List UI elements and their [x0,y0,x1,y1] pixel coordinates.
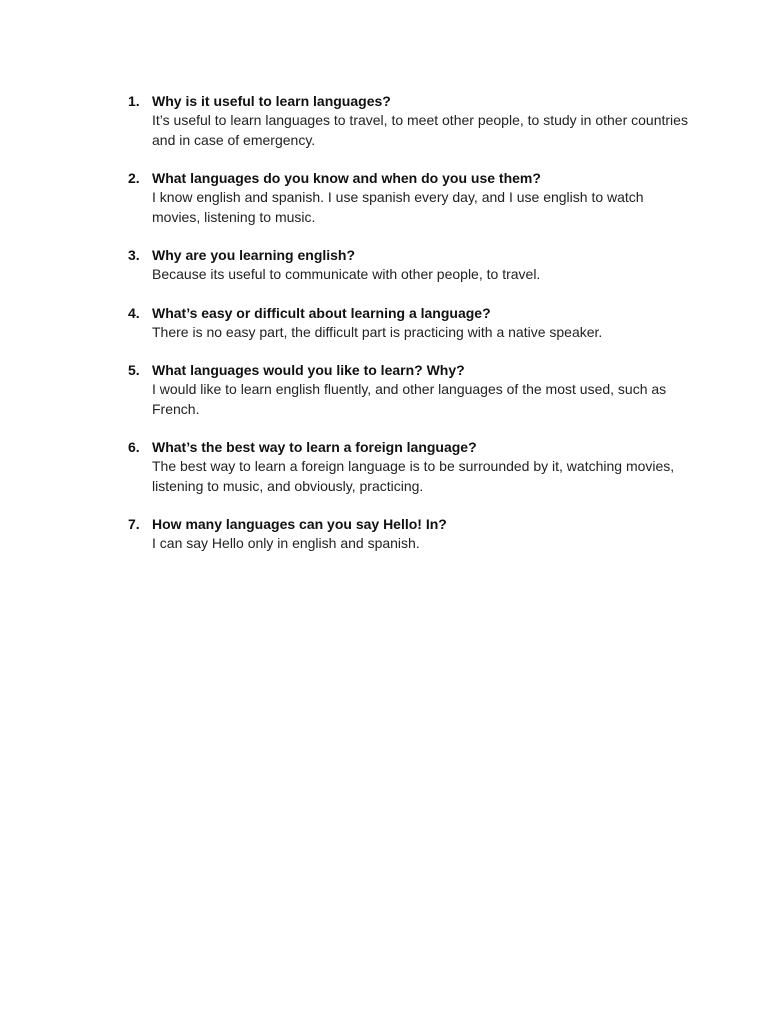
answer-text: The best way to learn a foreign language is to be surrounded by it, watching movies, listening to music, and obviously, practicing. [152,458,675,494]
question-text: What languages would you like to learn? Why? [152,362,465,378]
item-number: 5. [128,362,140,378]
item-body [152,515,688,554]
question-text: What’s the best way to learn a foreign language? [152,439,477,455]
list-item [128,169,688,227]
item-number: 2. [128,170,140,186]
item-number: 4. [128,304,140,321]
list-item [128,92,688,150]
item-body [152,361,688,419]
list-item [128,438,688,496]
question-text: Why are you learning english? [152,247,356,263]
question-text: Why is it useful to learn languages? [152,93,391,109]
answer-text: There is no easy part, the difficult part is practicing with a native speaker. [152,323,603,340]
item-body [152,304,688,343]
item-body [152,92,688,150]
answer-text: It’s useful to learn languages to travel, to meet other people, to study in other countries and in case of emergency. [152,112,688,148]
item-body [152,438,688,496]
item-number: 1. [128,93,140,109]
question-answer-list [128,92,688,573]
answer-text: I know english and spanish. I use spanish every day, and I use english to watch movies, listening to music. [152,189,644,225]
item-number: 6. [128,439,140,455]
question-text: How many languages can you say Hello! In? [152,516,447,532]
item-body [152,169,688,227]
list-item [128,361,688,419]
list-item [128,515,688,554]
question-text: What languages do you know and when do you use them? [152,170,541,186]
answer-text: Because its useful to communicate with other people, to travel. [152,266,541,282]
list-item [128,304,688,343]
answer-text: I would like to learn english fluently, and other languages of the most used, such as French. [152,381,667,417]
item-number: 3. [128,247,140,263]
item-number: 7. [128,516,140,532]
answer-text: I can say Hello only in english and spanish. [152,535,420,551]
question-text: What’s easy or difficult about learning a language? [152,304,491,321]
item-body [152,246,688,285]
list-item [128,246,688,285]
